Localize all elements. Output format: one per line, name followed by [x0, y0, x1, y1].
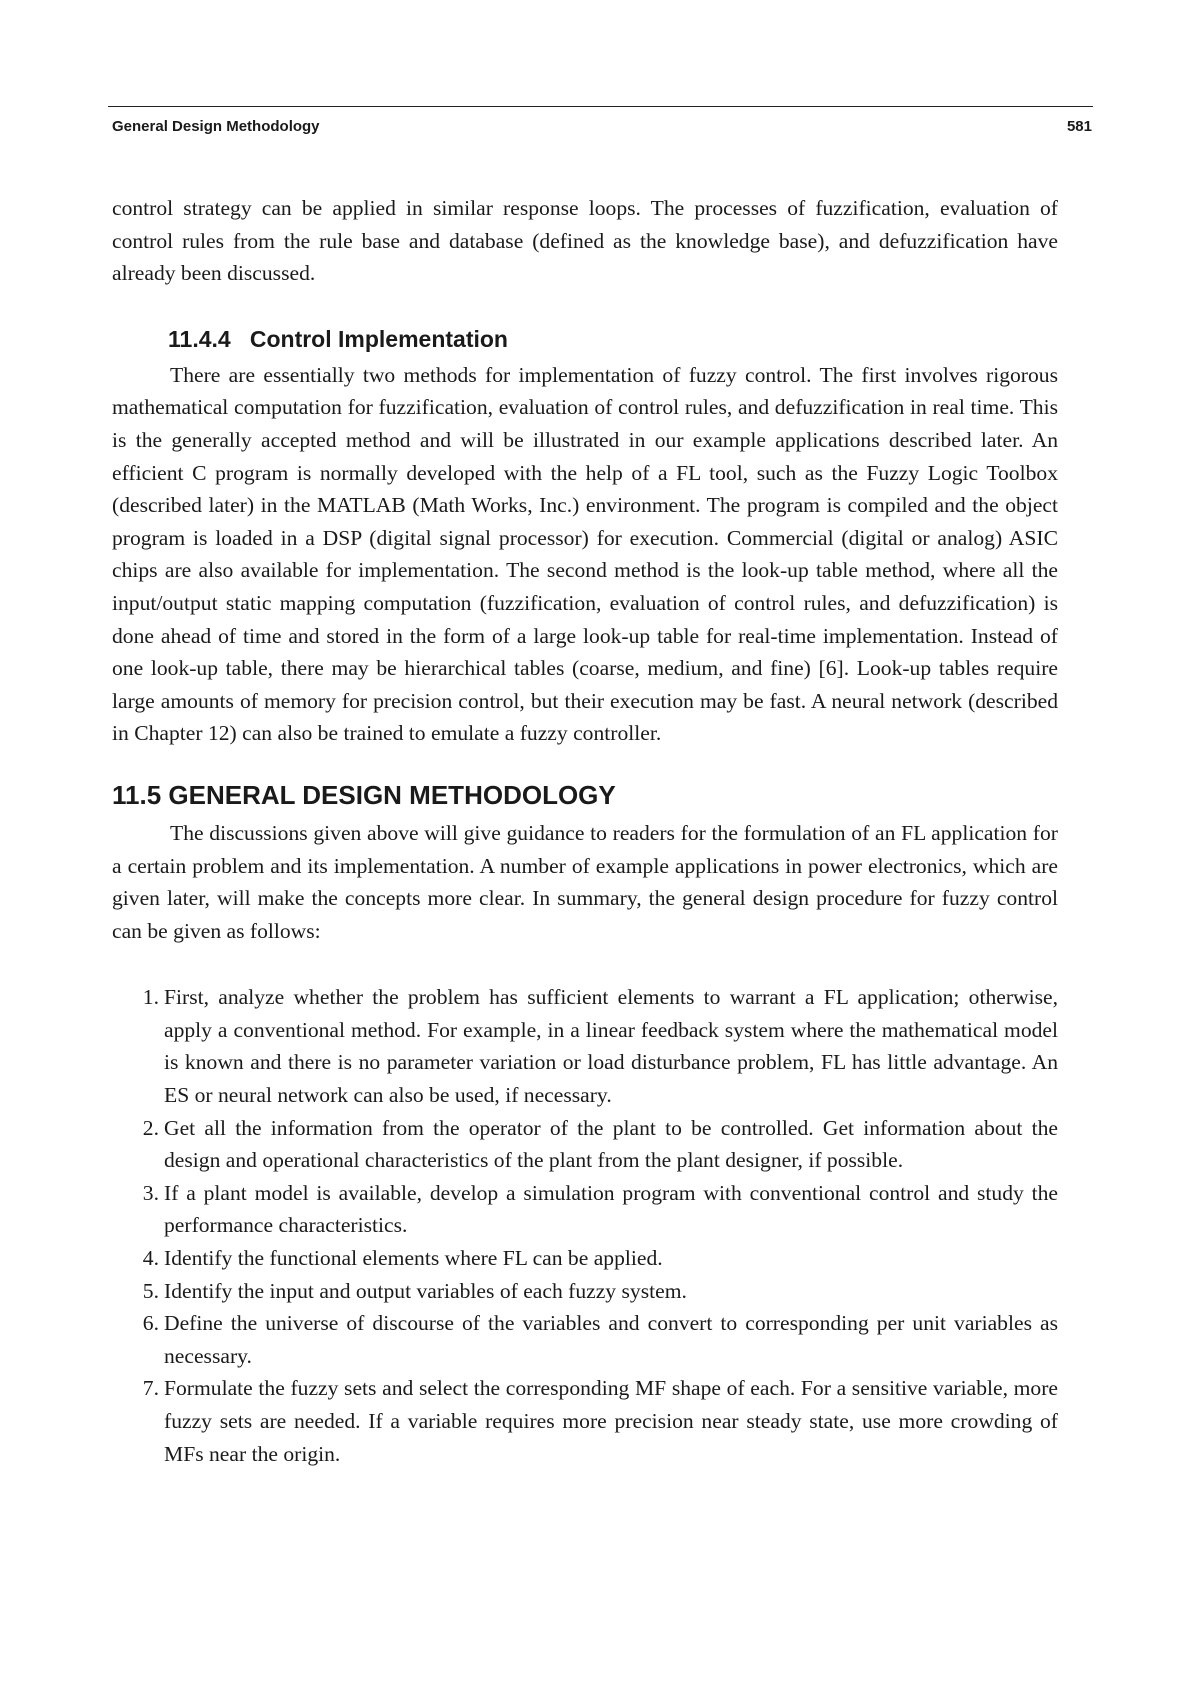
section-number: 11.5 [112, 779, 162, 810]
list-item-number: 5. [142, 1278, 159, 1303]
subsection-paragraph: There are essentially two methods for implementation of fuzzy control. The first involves rigorous mathematical computation for fuzzification, evaluation of control rules, and defuzzification in real time. This is the generally accepted method and will be illustrated in our example applications described later. An efficient C program is normally developed with the help of a FL tool, such as the Fuzzy Logic Toolbox (described later) in the MATLAB (Math Works, Inc.) environment. The program is compiled and the object program is loaded in a DSP (digital signal processor) for execution. Commercial (digital or analog) ASIC chips are also available for implementation. The second method is the look-up table method, where all the input/output static mapping computation (fuzzification, evaluation of control rules, and defuzzification) is done ahead of time and stored in the form of a large look-up table for real-time implementation. Instead of one look-up table, there may be hierarchical tables (coarse, medium, and fine) [6]. Look-up tables require large amounts of memory for precision control, but their execution may be fast. A neural network (described in Chapter 12) can also be trained to emulate a fuzzy controller. [112, 362, 1058, 746]
running-head-title: General Design Methodology [112, 118, 320, 135]
list-item-number: 3. [142, 1180, 159, 1205]
list-item-text: Define the universe of discourse of the variables and convert to corresponding per unit variables as necessary. [164, 1311, 1058, 1368]
list-item [112, 981, 1058, 1111]
header-rule [108, 106, 1093, 107]
subsection-title: Control Implementation [249, 325, 508, 352]
list-item [112, 1275, 1058, 1308]
list-item-number: 7. [142, 1376, 159, 1401]
list-item-number: 6. [142, 1311, 159, 1336]
list-item-text: Identify the functional elements where FL can be applied. [164, 1246, 663, 1271]
list-item-text: Identify the input and output variables of each fuzzy system. [164, 1278, 687, 1303]
list-item-text: First, analyze whether the problem has sufficient elements to warrant a FL application; otherwise, apply a conventional method. For example, in a linear feedback system where the mathematical model is known and there is no parameter variation or load disturbance problem, FL has little advantage. An ES or neural network can also be used, if necessary. [164, 985, 1058, 1108]
design-steps-list [112, 981, 1058, 1470]
list-item [112, 1372, 1058, 1470]
list-item [112, 1242, 1058, 1275]
list-item [112, 1177, 1058, 1242]
list-item [112, 1307, 1058, 1372]
running-head [112, 118, 1092, 135]
list-item-text: If a plant model is available, develop a simulation program with conventional control and study the performance characteristics. [164, 1180, 1058, 1238]
subsection-number: 11.4.4 [168, 325, 231, 352]
page-body [112, 192, 1058, 1470]
intro-paragraph: control strategy can be applied in similar response loops. The processes of fuzzification, evaluation of control rules from the rule base and database (defined as the knowledge base), and defuzzification have already been discussed. [112, 196, 1058, 286]
section-title: GENERAL DESIGN METHODOLOGY [168, 779, 616, 810]
list-item-number: 2. [142, 1115, 159, 1140]
list-item-number: 4. [142, 1246, 159, 1271]
page-number: 581 [1066, 118, 1092, 135]
section-heading [112, 778, 1058, 812]
list-item [112, 1112, 1058, 1177]
section-paragraph: The discussions given above will give guidance to readers for the formulation of an FL application for a certain problem and its implementation. A number of example applications in power electronics, which are given later, will make the concepts more clear. In summary, the general design procedure for fuzzy control can be given as follows: [112, 820, 1058, 943]
list-item-number: 1. [142, 985, 159, 1010]
list-item-text: Formulate the fuzzy sets and select the corresponding MF shape of each. For a sensitive variable, more fuzzy sets are needed. If a variable requires more precision near steady state, use more crowding of MFs near the origin. [164, 1376, 1058, 1466]
subsection-heading [168, 324, 1058, 354]
list-item-text: Get all the information from the operator of the plant to be controlled. Get information about the design and operational characteristics of the plant from the plant designer, if possible. [164, 1115, 1058, 1173]
